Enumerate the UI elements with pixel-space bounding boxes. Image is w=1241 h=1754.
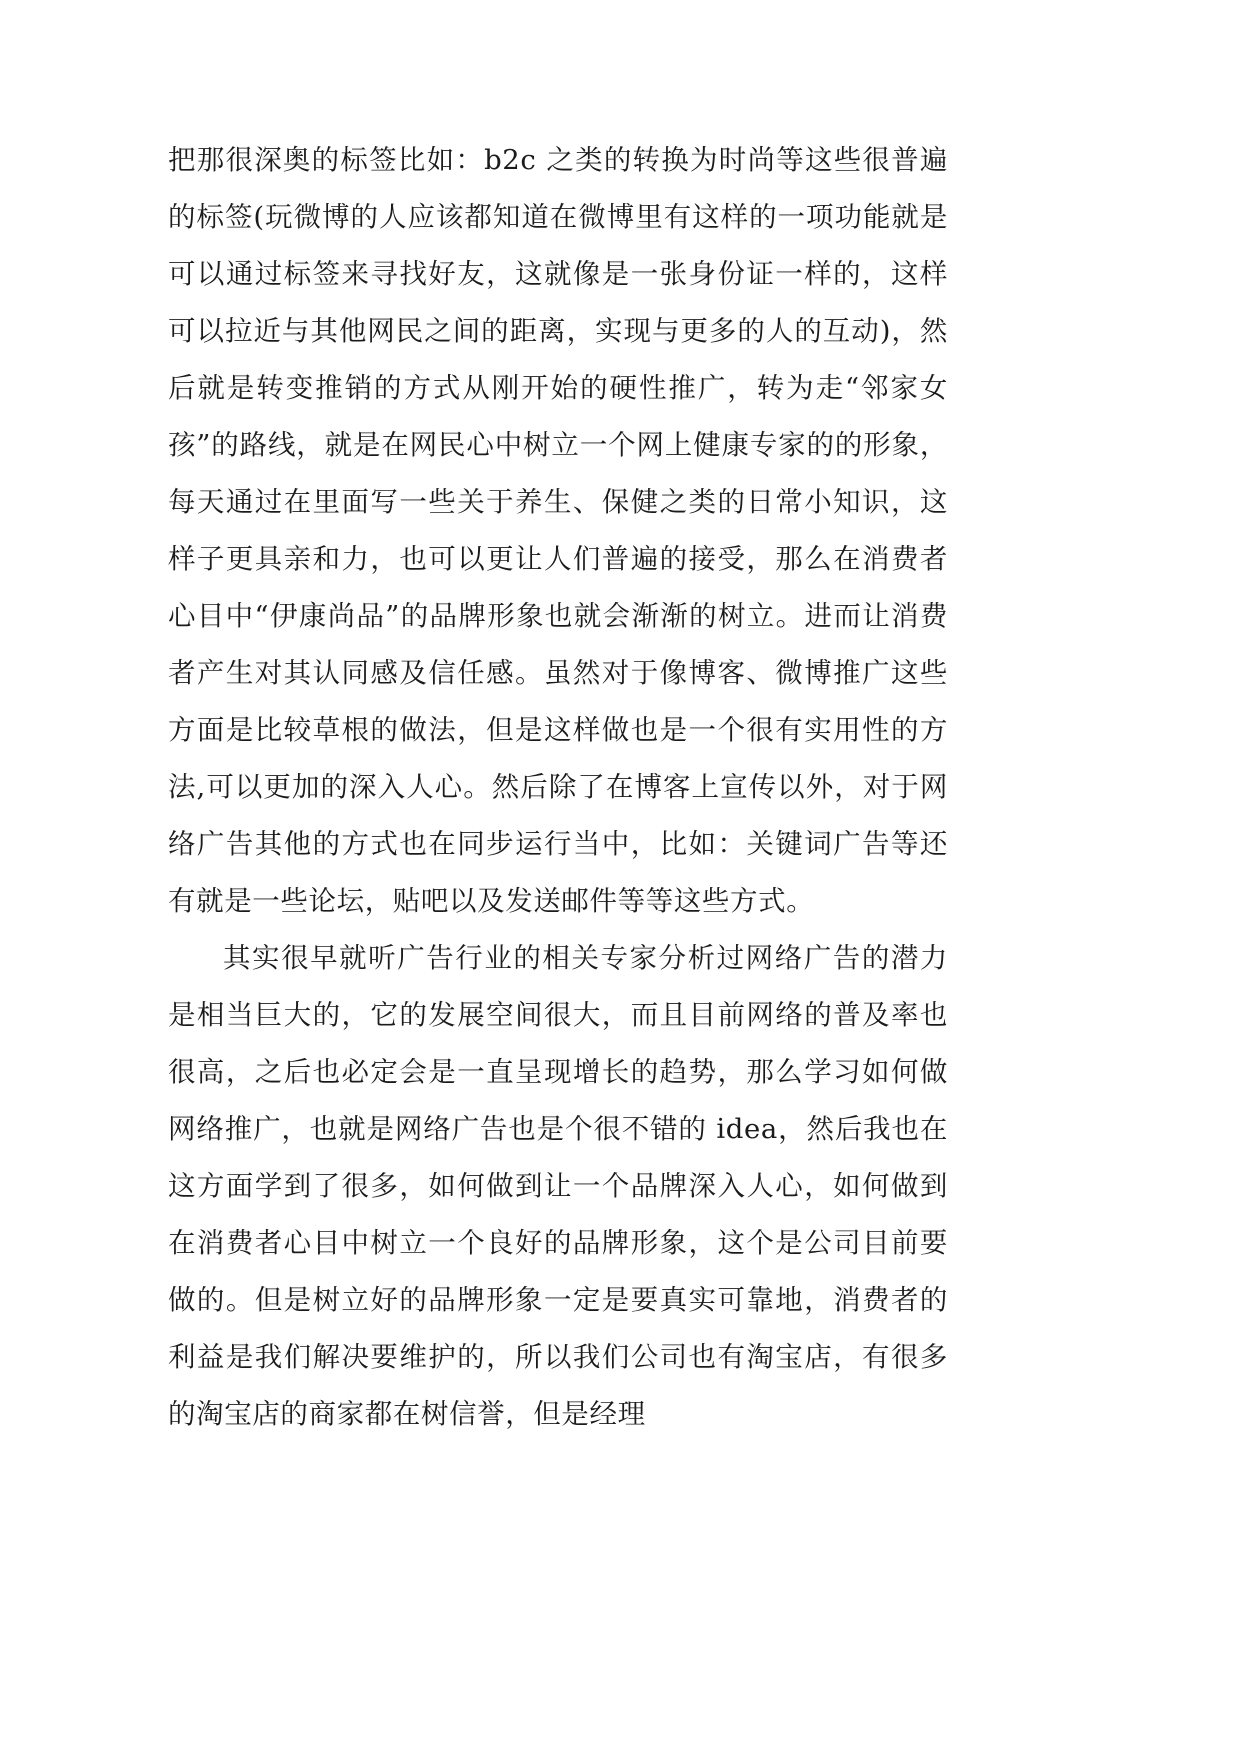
paragraph-2: 其实很早就听广告行业的相关专家分析过网络广告的潜力是相当巨大的，它的发展空间很大，而且目前网络的普及率也很高，之后也必定会是一直呈现增长的趋势，那么学习如何做网络推广，也就是网络广告也是个很不错的 idea，然后我也在这方面学到了很多，如何做到让一个品牌深入人心，如何做到在消费者心目中树立一个良好的品牌形象，这个是公司目前要做的。但是树立好的品牌形象一定是要真实可靠地，消费者的利益是我们解决要维护的，所以我们公司也有淘宝店，有很多的淘宝店的商家都在树信誉，但是经理	[168, 942, 948, 1430]
paragraph-1: 把那很深奥的标签比如：b2c 之类的转换为时尚等这些很普遍的标签(玩微博的人应该都知道在微博里有这样的一项功能就是可以通过标签来寻找好友，这就像是一张身份证一样的，这样可以拉近与其他网民之间的距离，实现与更多的人的互动)，然后就是转变推销的方式从刚开始的硬性推广，转为走“邻家女孩”的路线，就是在网民心中树立一个网上健康专家的的形象，每天通过在里面写一些关于养生、保健之类的日常小知识，这样子更具亲和力，也可以更让人们普遍的接受，那么在消费者心目中“伊康尚品”的品牌形象也就会渐渐的树立。进而让消费者产生对其认同感及信任感。虽然对于像博客、微博推广这些方面是比较草根的做法，但是这样做也是一个很有实用性的方法,可以更加的深入人心。然后除了在博客上宣传以外，对于网络广告其他的方式也在同步运行当中，比如：关键词广告等还有就是一些论坛，贴吧以及发送邮件等等这些方式。	[168, 144, 948, 917]
document-text-body	[168, 132, 948, 1443]
